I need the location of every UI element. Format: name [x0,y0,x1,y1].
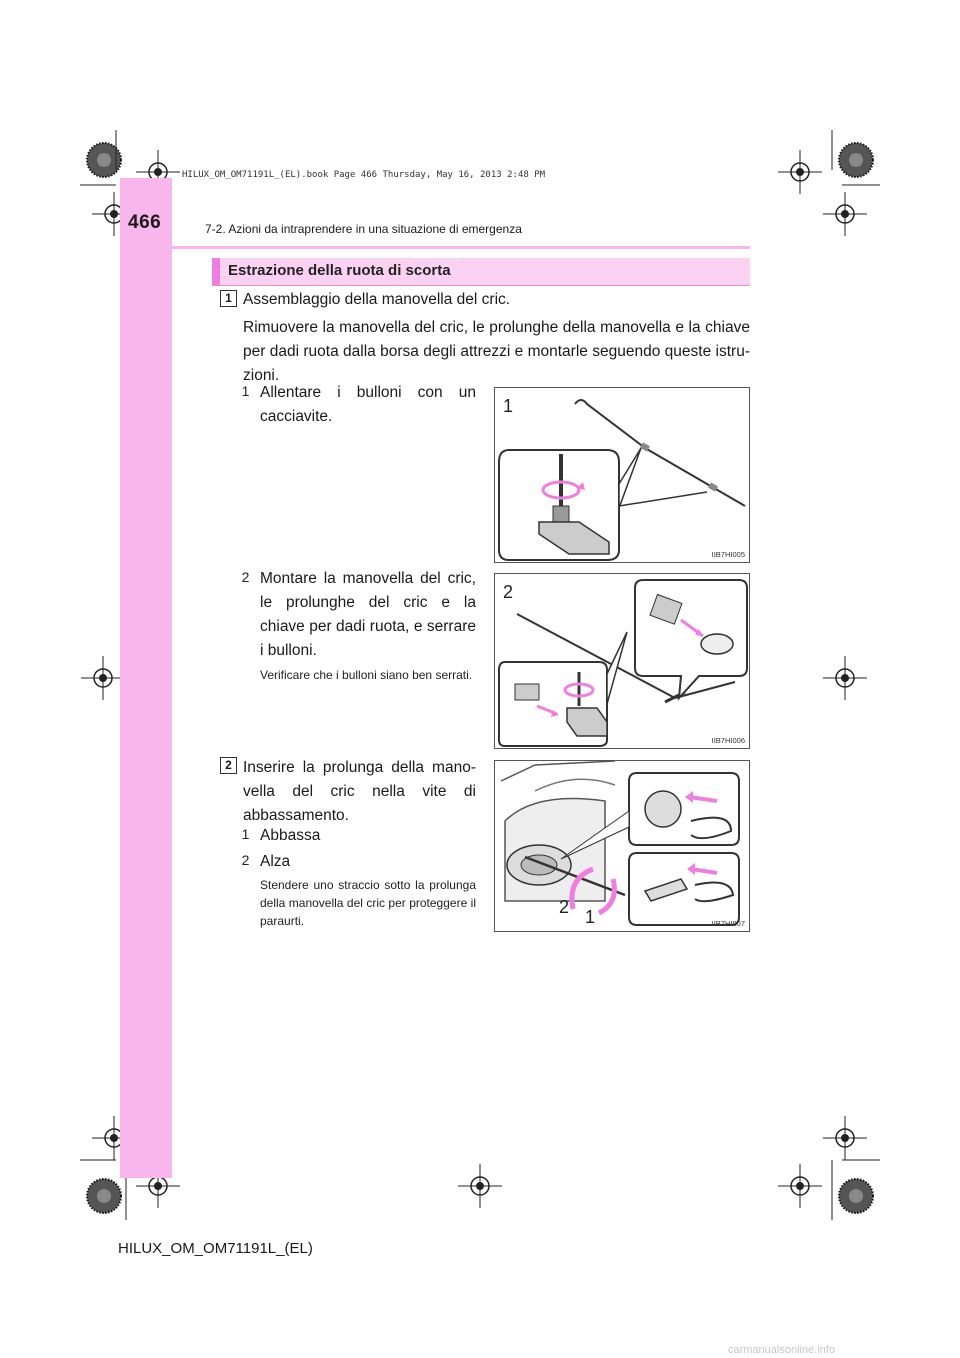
figure-3-code: IIB7HI007 [711,919,745,928]
figure-jack-handle-loosen [494,387,750,563]
footer-document-code: HILUX_OM_OM71191L_(EL) [118,1240,313,1257]
step-2-badge: 2 [220,757,237,774]
section-header [212,258,750,285]
step-2-item-2-number: 2 [241,852,250,868]
substep-2-text: Montare la manovella del cric, le prolunghe del cric e la chiave per dadi ruota, e serrare i bulloni. [260,570,476,659]
step-1-badge: 1 [220,290,237,307]
chapter-title: 7-2. Azioni da intraprendere in una situazione di emergenza [205,222,522,236]
step-2-item-1-label: Abbassa [260,827,321,844]
figure-2-code: IIB7HI006 [711,736,745,745]
step-2-note: Stendere uno straccio sotto la prolunga della manovella del cric per proteggere il paraurti. [260,878,476,928]
step-1-title: Assemblaggio della manovella del cric. [243,291,511,308]
figure-3-callout-a: 2 [559,897,570,917]
side-accent-strip [120,178,172,1178]
section-header-bar [212,258,220,285]
figure-2-callout: 2 [503,582,514,602]
header-rule [120,246,750,249]
page-number: 466 [128,212,162,233]
figure-jack-handle-assembly [494,573,750,749]
watermark: carmanualsonline.info [728,1344,836,1356]
figure-1-code: IIB7HI005 [711,550,745,559]
step-2-text: Inserire la prolunga della manovella del cric nella vite di abbassamento. [243,759,476,824]
substep-1-text: Allentare i bulloni con un cacciavite. [260,384,476,425]
section-rule [212,285,750,286]
step-2-item-2-label: Alza [260,853,291,870]
substep-2-number: 2 [241,569,250,585]
substep-2-note: Verificare che i bulloni siano ben serrati. [260,668,473,682]
substep-1-number: 1 [241,383,250,399]
figure-lowering-screw [494,760,750,932]
step-2-item-1-number: 1 [241,826,250,842]
step-1-description: Rimuovere la manovella del cric, le prolunghe della manovella e la chiave per dadi ruota dalla borsa degli attrezzi e montarle seguendo queste istruzioni. [243,319,750,384]
section-title: Estrazione della ruota di scorta [228,262,451,279]
print-meta-line: HILUX_OM_OM71191L_(EL).book Page 466 Thursday, May 16, 2013 2:48 PM [182,170,546,180]
figure-1-callout: 1 [503,396,514,416]
figure-3-callout-b: 1 [585,907,596,927]
